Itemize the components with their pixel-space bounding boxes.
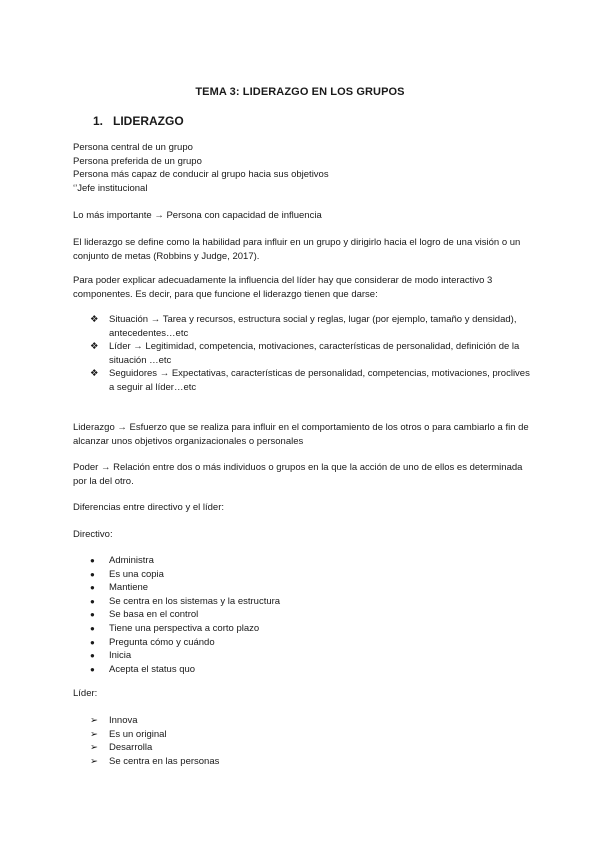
- differences-heading: [73, 501, 533, 515]
- bullet-icon: ●: [90, 637, 95, 647]
- list-item-text: Líder → Legitimidad, competencia, motivaciones, características de personalidad, definición de la situación …etc: [109, 341, 520, 366]
- list-item: [90, 714, 530, 728]
- list-item-text: Se centra en los sistemas y la estructura: [109, 595, 281, 607]
- components-list: [90, 313, 530, 395]
- definition-line: Persona más capaz de conducir al grupo hacia sus objetivos: [73, 169, 329, 181]
- list-item: [90, 595, 530, 609]
- poder-definition: [73, 461, 533, 488]
- arrow-bullet-icon: ➢: [90, 715, 98, 726]
- list-item: [90, 663, 530, 677]
- leadership-definition: [73, 236, 533, 263]
- list-item: [90, 608, 530, 622]
- directivo-heading-text: Directivo:: [73, 529, 113, 540]
- section-heading: [93, 114, 184, 128]
- definitions-block: [73, 141, 533, 195]
- bullet-icon: ●: [90, 623, 95, 633]
- list-item-text: Pregunta cómo y cuándo: [109, 636, 215, 648]
- bullet-icon: ●: [90, 583, 95, 593]
- list-item-text: Situación → Tarea y recursos, estructura social y reglas, lugar (por ejemplo, tamaño y densidad), antecedentes…etc: [109, 314, 517, 339]
- liderazgo-definition-text: Liderazgo → Esfuerzo que se realiza para influir en el comportamiento de los otros o para cambiarlo a fin de alcanzar unos objetivos organizacionales o personales: [73, 422, 529, 447]
- list-item: [90, 728, 530, 742]
- list-item-text: Inicia: [109, 650, 132, 662]
- list-item: [90, 636, 530, 650]
- section-number: 1.: [93, 114, 104, 128]
- list-item: [90, 340, 530, 367]
- important-text: Lo más importante → Persona con capacidad de influencia: [73, 210, 322, 221]
- section-title: LIDERAZGO: [113, 114, 184, 128]
- components-intro-text: Para poder explicar adecuadamente la influencia del líder hay que considerar de modo interactivo 3 componentes. Es decir, para que funcione el liderazgo tienen que darse:: [73, 275, 493, 300]
- list-item-text: Tiene una perspectiva a corto plazo: [109, 622, 260, 634]
- list-item-text: Acepta el status quo: [109, 663, 196, 675]
- arrow-bullet-icon: ➢: [90, 755, 98, 767]
- lider-list: [90, 714, 530, 768]
- list-item-text: Mantiene: [109, 582, 149, 594]
- diamond-bullet-icon: ❖: [90, 341, 99, 353]
- leadership-definition-text: El liderazgo se define como la habilidad para influir en un grupo y dirigirlo hacia el logro de una visión o un conjunto de metas (Robbins y Judge, 2017).: [73, 237, 521, 262]
- list-item-text: Seguidores → Expectativas, características de personalidad, competencias, motivaciones, proclives a seguir al líder…etc: [109, 368, 530, 393]
- list-item-text: Desarrolla: [109, 742, 153, 754]
- list-item: [90, 755, 530, 769]
- diamond-bullet-icon: ❖: [90, 314, 99, 325]
- list-item: [90, 313, 530, 340]
- bullet-icon: ●: [90, 664, 95, 674]
- arrow-bullet-icon: ➢: [90, 742, 98, 754]
- important-note: [73, 209, 533, 223]
- bullet-icon: ●: [90, 651, 95, 661]
- bullet-icon: ●: [90, 596, 95, 606]
- lider-heading: [73, 687, 533, 701]
- list-item-text: Administra: [109, 555, 154, 566]
- list-item: [90, 649, 530, 663]
- list-item: [90, 568, 530, 582]
- list-item: [90, 741, 530, 755]
- list-item-text: Es una copia: [109, 568, 164, 580]
- list-item: [90, 622, 530, 636]
- liderazgo-definition: [73, 421, 533, 448]
- bullet-icon: ●: [90, 556, 95, 565]
- differences-heading-text: Diferencias entre directivo y el líder:: [73, 502, 225, 513]
- bullet-icon: ●: [90, 569, 95, 579]
- components-intro: [73, 274, 533, 301]
- list-item-text: Es un original: [109, 728, 167, 740]
- directivo-list: [90, 554, 530, 676]
- list-item: [90, 367, 530, 394]
- diamond-bullet-icon: ❖: [90, 368, 99, 380]
- definition-line: Persona preferida de un grupo: [73, 155, 202, 167]
- definition-line: Persona central de un grupo: [73, 142, 193, 153]
- list-item-text: Se centra en las personas: [109, 755, 220, 767]
- directivo-heading: [73, 528, 533, 542]
- list-item-text: Innova: [109, 715, 138, 726]
- definition-line: ‘’Jefe institucional: [73, 182, 148, 194]
- arrow-bullet-icon: ➢: [90, 728, 98, 740]
- list-item: [90, 554, 530, 568]
- list-item-text: Se basa en el control: [109, 609, 199, 621]
- bullet-icon: ●: [90, 610, 95, 620]
- poder-definition-text: Poder → Relación entre dos o más individuos o grupos en la que la acción de uno de ellos es determinada por la del otro.: [73, 462, 523, 487]
- page-title: TEMA 3: LIDERAZGO EN LOS GRUPOS: [195, 86, 405, 98]
- list-item: [90, 581, 530, 595]
- lider-heading-text: Líder:: [73, 688, 98, 699]
